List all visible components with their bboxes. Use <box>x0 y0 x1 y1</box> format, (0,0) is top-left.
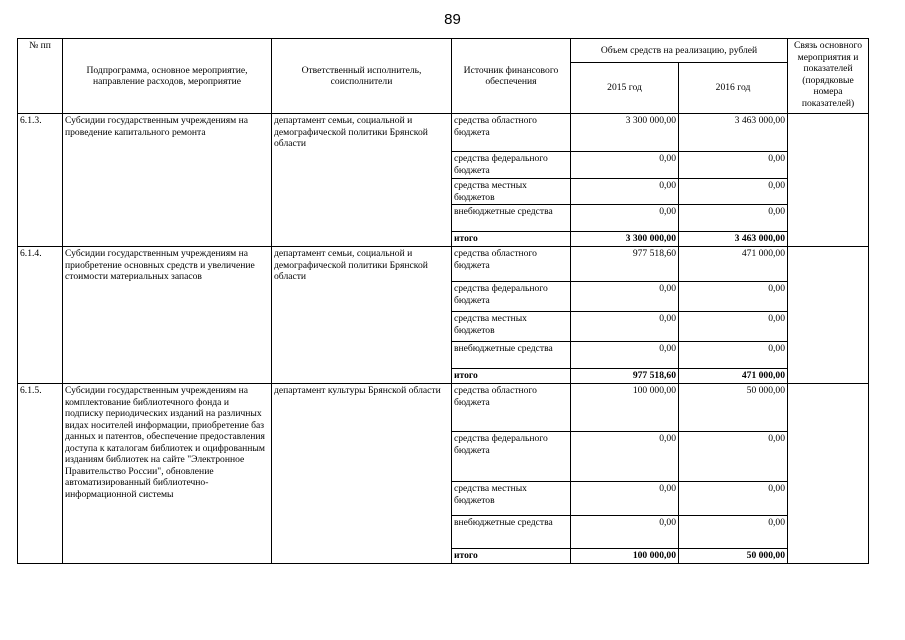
value-2016: 0,00 <box>679 205 788 232</box>
header-year-2016: 2016 год <box>679 63 788 114</box>
table-body <box>18 114 869 564</box>
value-2015: 0,00 <box>571 152 679 179</box>
value-2016: 0,00 <box>679 482 788 516</box>
total-label: итого <box>452 549 571 564</box>
header-source: Источник финансового обеспечения <box>452 39 571 114</box>
value-2016: 0,00 <box>679 516 788 549</box>
program-cell: Субсидии государственным учреждениям на комплектование библиотечного фонда и подписку периодических изданий на различных видах носителей информации, приобретение баз данных и патентов, обеспечение предоставления доступа к каталогам библиотек и оцифрованным изданиям библиотек на сайте "Электронное Правительство России", обновление автоматизированный библиотечно-информационной системы <box>63 384 272 564</box>
value-2015: 3 300 000,00 <box>571 114 679 152</box>
total-2015: 3 300 000,00 <box>571 232 679 247</box>
table-row <box>18 247 869 282</box>
total-2015: 977 518,60 <box>571 369 679 384</box>
total-2015: 100 000,00 <box>571 549 679 564</box>
total-2016: 50 000,00 <box>679 549 788 564</box>
source-cell: средства местных бюджетов <box>452 312 571 342</box>
link-cell <box>788 247 869 384</box>
row-number: 6.1.5. <box>18 384 63 564</box>
program-cell: Субсидии государственным учреждениям на проведение капитального ремонта <box>63 114 272 247</box>
value-2015: 0,00 <box>571 282 679 312</box>
value-2015: 0,00 <box>571 342 679 369</box>
executor-cell: департамент семьи, социальной и демографической политики Брянской области <box>272 114 452 247</box>
total-label: итого <box>452 369 571 384</box>
value-2016: 0,00 <box>679 152 788 179</box>
source-cell: внебюджетные средства <box>452 205 571 232</box>
total-2016: 3 463 000,00 <box>679 232 788 247</box>
source-cell: средства федерального бюджета <box>452 152 571 179</box>
header-year-2015: 2015 год <box>571 63 679 114</box>
value-2015: 0,00 <box>571 179 679 205</box>
value-2016: 0,00 <box>679 282 788 312</box>
source-cell: средства местных бюджетов <box>452 482 571 516</box>
total-2016: 471 000,00 <box>679 369 788 384</box>
value-2015: 0,00 <box>571 432 679 482</box>
value-2016: 0,00 <box>679 432 788 482</box>
value-2015: 0,00 <box>571 516 679 549</box>
link-cell <box>788 114 869 247</box>
link-cell <box>788 384 869 564</box>
budget-table <box>17 38 869 564</box>
source-cell: средства областного бюджета <box>452 114 571 152</box>
value-2016: 50 000,00 <box>679 384 788 432</box>
program-cell: Субсидии государственным учреждениям на приобретение основных средств и увеличение стоимости материальных запасов <box>63 247 272 384</box>
value-2015: 0,00 <box>571 205 679 232</box>
header-volume: Объем средств на реализацию, рублей <box>571 39 788 63</box>
source-cell: средства федерального бюджета <box>452 282 571 312</box>
header-executor: Ответственный исполнитель, соисполнители <box>272 39 452 114</box>
row-number: 6.1.3. <box>18 114 63 247</box>
value-2016: 0,00 <box>679 179 788 205</box>
header-link: Связь основного мероприятия и показателей (порядковые номера показателей) <box>788 39 869 114</box>
source-cell: средства федерального бюджета <box>452 432 571 482</box>
value-2016: 471 000,00 <box>679 247 788 282</box>
table-row <box>18 384 869 432</box>
header-num: № пп <box>18 39 63 114</box>
source-cell: средства областного бюджета <box>452 384 571 432</box>
source-cell: средства областного бюджета <box>452 247 571 282</box>
total-label: итого <box>452 232 571 247</box>
page-number: 89 <box>444 11 461 28</box>
row-number: 6.1.4. <box>18 247 63 384</box>
source-cell: внебюджетные средства <box>452 516 571 549</box>
source-cell: средства местных бюджетов <box>452 179 571 205</box>
executor-cell: департамент культуры Брянской области <box>272 384 452 564</box>
table-row <box>18 114 869 152</box>
header-program: Подпрограмма, основное мероприятие, направление расходов, мероприятие <box>63 39 272 114</box>
value-2016: 0,00 <box>679 312 788 342</box>
value-2015: 100 000,00 <box>571 384 679 432</box>
value-2016: 3 463 000,00 <box>679 114 788 152</box>
value-2015: 977 518,60 <box>571 247 679 282</box>
source-cell: внебюджетные средства <box>452 342 571 369</box>
value-2015: 0,00 <box>571 482 679 516</box>
value-2016: 0,00 <box>679 342 788 369</box>
value-2015: 0,00 <box>571 312 679 342</box>
executor-cell: департамент семьи, социальной и демографической политики Брянской области <box>272 247 452 384</box>
